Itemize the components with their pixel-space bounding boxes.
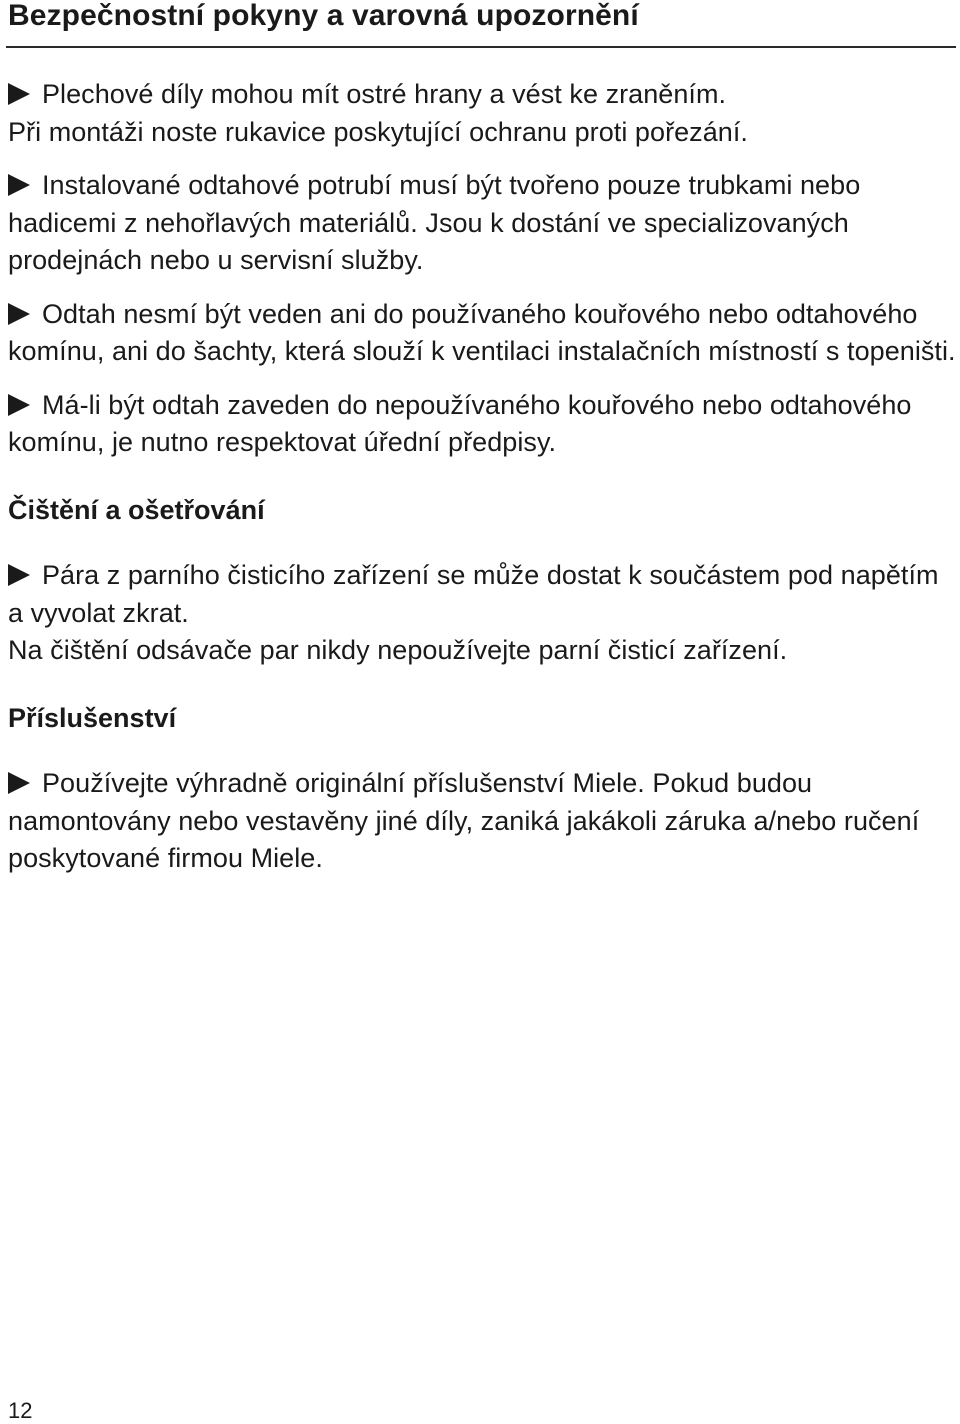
page-number: 12 — [8, 1398, 33, 1423]
bullet-triangle-icon — [8, 174, 30, 196]
cleaning-item-note: Na čištění odsávače par nikdy nepoužívejte parní čisticí zařízení. — [8, 635, 788, 665]
safety-item — [8, 296, 956, 371]
section-heading-accessories: Příslušenství — [8, 702, 177, 733]
bullet-triangle-icon — [8, 772, 30, 794]
bullet-triangle-icon — [8, 83, 30, 105]
section-heading-cleaning: Čištění a ošetřování — [8, 494, 265, 525]
document-body — [8, 76, 956, 878]
bullet-triangle-icon — [8, 303, 30, 325]
safety-item-text: Odtah nesmí být veden ani do používaného kouřového nebo odtahového komínu, ani do šachty, která slouží k ventilaci instalačních místností s topeništi. — [8, 298, 956, 366]
safety-item — [8, 167, 956, 280]
page-header — [6, 0, 956, 48]
safety-item-text: Instalované odtahové potrubí musí být tvořeno pouze trubkami nebo hadicemi z nehořlavých materiálů. Jsou k dostání ve specializovaných prodejnách nebo u servisní služby. — [8, 170, 861, 275]
page-title: Bezpečnostní pokyny a varovná upozornění — [8, 0, 639, 32]
bullet-triangle-icon — [8, 394, 30, 416]
safety-item-note: Při montáži noste rukavice poskytující ochranu proti pořezání. — [8, 116, 748, 147]
safety-item-text: Plechové díly mohou mít ostré hrany a vést ke zraněním. — [42, 79, 727, 109]
accessories-item — [8, 765, 956, 878]
accessories-item-text: Používejte výhradně originální příslušenství Miele. Pokud budou namontovány nebo vestavěny jiné díly, zaniká jakákoli záruka a/nebo ručení poskytované firmou Miele. — [8, 768, 920, 873]
safety-item-text: Má-li být odtah zaveden do nepoužívaného kouřového nebo odtahového komínu, je nutno respektovat úřední předpisy. — [8, 389, 912, 457]
bullet-triangle-icon — [8, 564, 30, 586]
safety-item — [8, 76, 956, 151]
safety-item — [8, 387, 956, 462]
cleaning-item-text: Pára z parního čisticího zařízení se může dostat k součástem pod napětím a vyvolat zkrat. — [8, 560, 939, 628]
cleaning-item — [8, 557, 956, 670]
